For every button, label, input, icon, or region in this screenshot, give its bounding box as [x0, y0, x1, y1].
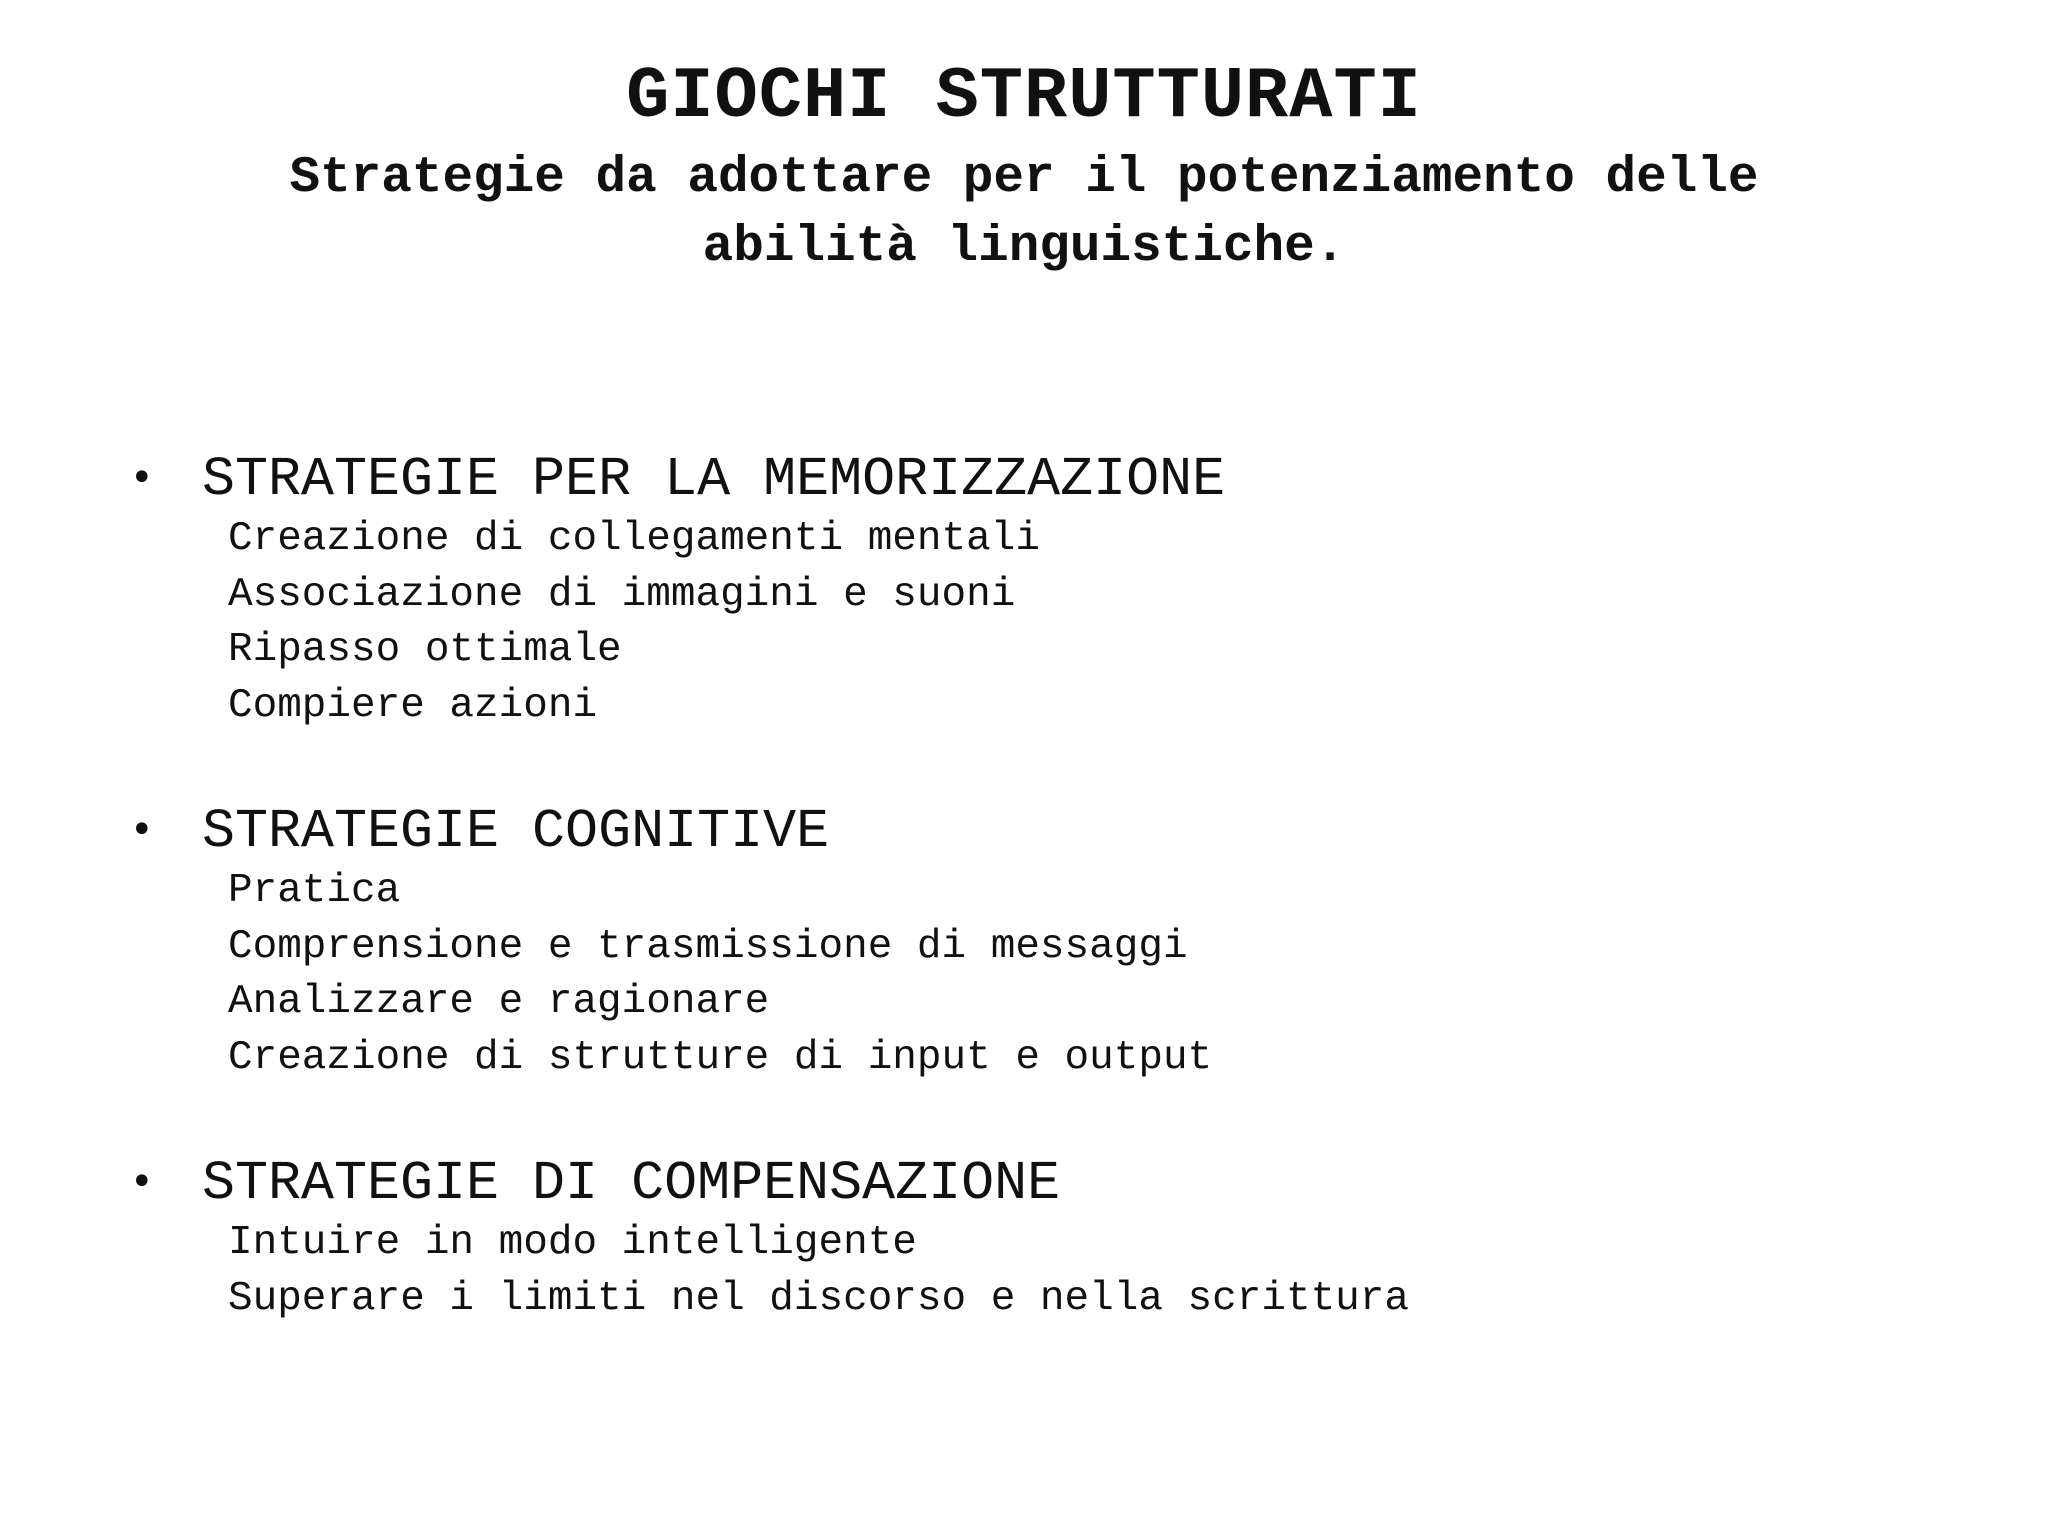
section-title: STRATEGIE PER LA MEMORIZZAZIONE: [202, 448, 1226, 511]
slide-title: GIOCHI STRUTTURATI: [626, 56, 1422, 138]
list-item: Comprensione e trasmissione di messaggi: [228, 923, 1188, 970]
section-heading: [130, 1152, 1930, 1216]
list-item: Intuire in modo intelligente: [228, 1220, 917, 1266]
bullet-icon: •: [130, 807, 154, 853]
section-item-list: [130, 864, 1930, 1086]
bullet-icon: •: [130, 1159, 154, 1205]
list-item: Analizzare e ragionare: [228, 979, 770, 1025]
list-item: Pratica: [228, 868, 401, 914]
strategy-section-cognitive: [130, 800, 1930, 1086]
slide-header: [0, 52, 2048, 282]
list-item: Creazione di collegamenti mentali: [228, 516, 1040, 562]
strategy-sections: [130, 448, 1930, 1393]
bullet-icon: •: [130, 455, 154, 501]
section-title: STRATEGIE COGNITIVE: [202, 800, 830, 863]
list-item: Associazione di immagini e suoni: [228, 571, 1016, 618]
section-heading: [130, 448, 1930, 512]
list-item: Creazione di strutture di input e output: [228, 1034, 1213, 1081]
slide-subtitle: Strategie da adottare per il potenziamento delle abilità linguistiche.: [289, 150, 1759, 276]
section-heading: [130, 800, 1930, 864]
strategy-section-memorizzazione: [130, 448, 1930, 734]
section-item-list: [130, 512, 1930, 734]
list-item: Compiere azioni: [228, 682, 598, 729]
list-item: Superare i limiti nel discorso e nella scrittura: [228, 1275, 1409, 1322]
list-item: Ripasso ottimale: [228, 627, 622, 673]
section-title: STRATEGIE DI COMPENSAZIONE: [202, 1152, 1061, 1215]
strategy-section-compensazione: [130, 1152, 1930, 1327]
section-item-list: [130, 1216, 1930, 1327]
